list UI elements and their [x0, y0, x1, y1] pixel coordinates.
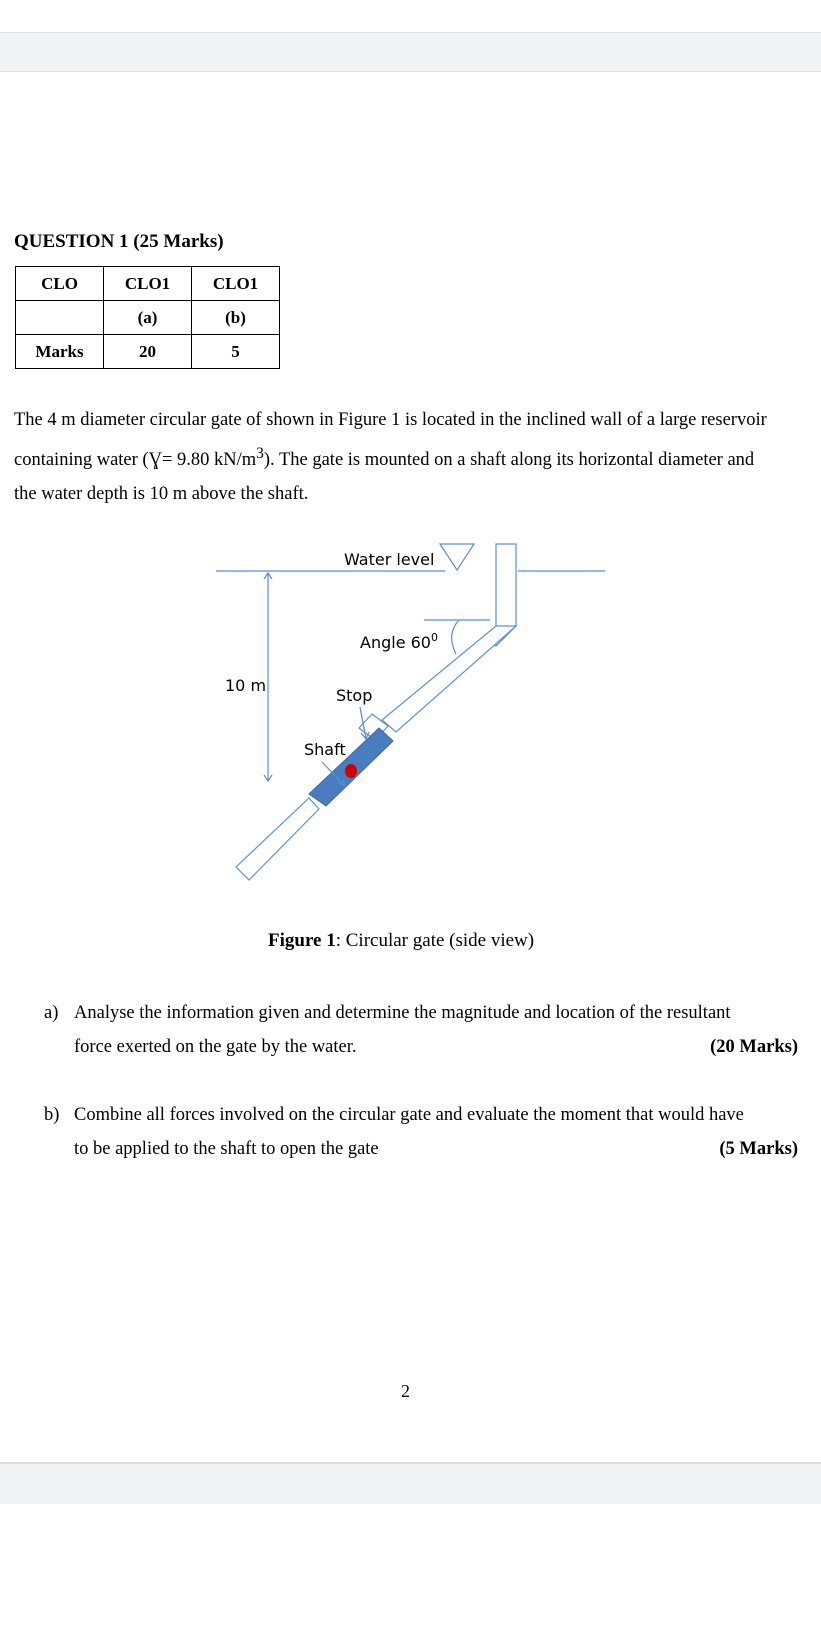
circular-gate-diagram [0, 530, 821, 910]
table-row [16, 267, 280, 301]
shaft-dot [345, 764, 357, 778]
angle-text: Angle 60 [360, 633, 431, 652]
question-title: QUESTION 1 (25 Marks) [14, 231, 224, 252]
problem-statement [14, 403, 798, 511]
table-cell: CLO [16, 267, 104, 301]
table-cell: 20 [104, 335, 192, 369]
part-b [44, 1098, 798, 1166]
caption-bold: Figure 1 [268, 930, 336, 951]
table-cell: (a) [104, 301, 192, 335]
caption-text: : Circular gate (side view) [335, 930, 535, 951]
viewer-top-bar [0, 32, 821, 72]
part-label: a) [44, 1003, 59, 1023]
problem-line [14, 437, 798, 477]
table-cell: (b) [192, 301, 280, 335]
angle-label [360, 631, 438, 652]
page-number: 2 [401, 1381, 410, 1401]
part-line: Combine all forces involved on the circular gate and evaluate the moment that would have [74, 1105, 744, 1125]
water-level-icon [440, 544, 474, 570]
table-row [16, 301, 280, 335]
table-cell: CLO1 [192, 267, 280, 301]
part-line: force exerted on the gate by the water. [74, 1037, 357, 1057]
problem-line: The 4 m diameter circular gate of shown in Figure 1 is located in the inclined wall of a large reservoir [14, 410, 767, 430]
table-cell: CLO1 [104, 267, 192, 301]
stop-label: Stop [336, 686, 373, 705]
clo-marks-table [15, 266, 280, 369]
part-marks: (5 Marks) [719, 1139, 798, 1159]
table-cell: 5 [192, 335, 280, 369]
table-row [16, 335, 280, 369]
part-marks: (20 Marks) [710, 1037, 798, 1057]
part-a [44, 996, 798, 1064]
gamma-symbol: Ɣ [148, 450, 162, 471]
angle-degree: 0 [430, 631, 438, 644]
part-line: Analyse the information given and determine the magnitude and location of the resultant [74, 1003, 731, 1023]
angle-arc [452, 620, 459, 654]
inclined-wall-lower [236, 798, 319, 880]
water-level-label: Water level [344, 550, 435, 569]
text-span: ). The gate is mounted on a shaft along its horizontal diameter and [263, 450, 755, 471]
part-label: b) [44, 1105, 60, 1125]
part-line: to be applied to the shaft to open the gate [74, 1139, 379, 1159]
superscript: 3 [256, 445, 264, 462]
text-span: containing water ( [14, 450, 149, 471]
table-cell: Marks [16, 335, 104, 369]
shaft-label: Shaft [304, 740, 346, 759]
problem-line: the water depth is 10 m above the shaft. [14, 484, 309, 505]
table-cell [16, 301, 104, 335]
text-span: = 9.80 kN/m [161, 450, 257, 471]
depth-label: 10 m [225, 676, 267, 695]
figure-caption [268, 930, 534, 952]
viewer-bottom-bar [0, 1462, 821, 1504]
